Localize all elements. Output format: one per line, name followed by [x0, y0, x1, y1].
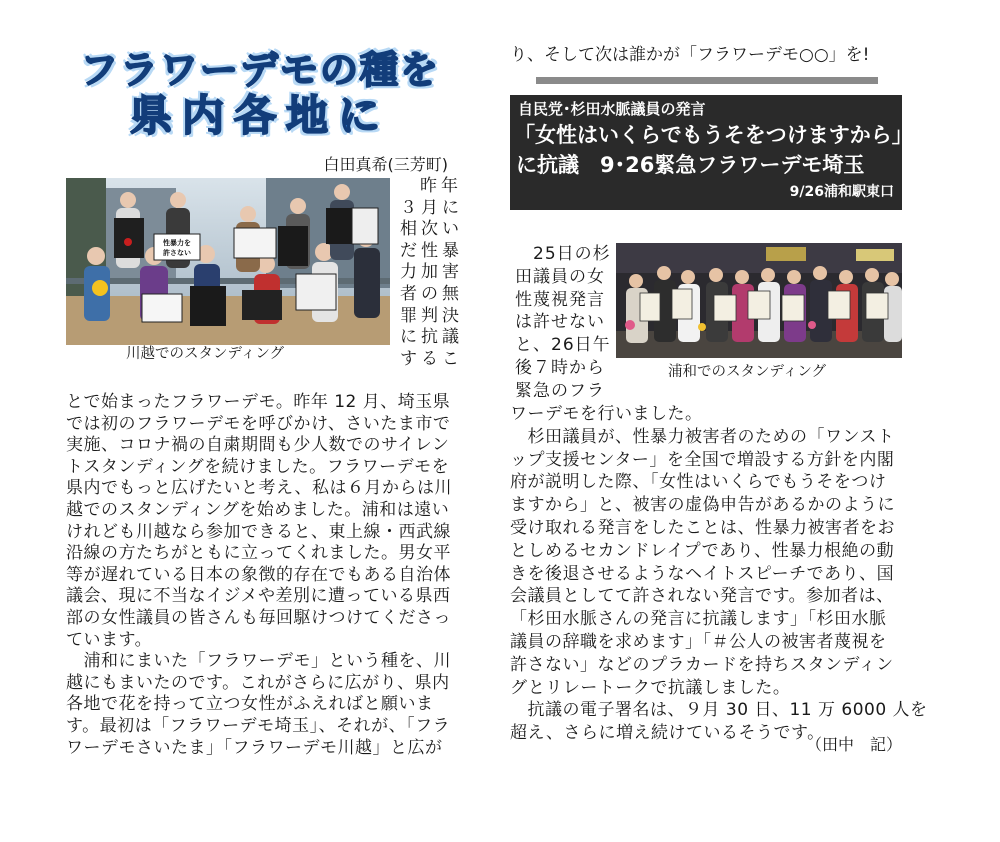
kawagoe-photo — [66, 178, 390, 345]
paragraph-line: 府が説明した際、「女性はいくらでもうそをつけ — [510, 472, 887, 493]
paragraph-line: 越でのスタンディングを始めました。浦和は遠い — [66, 499, 450, 520]
left-wrap-line: 力加害 — [400, 262, 463, 283]
news-date-place: 9/26浦和駅東口 — [789, 184, 894, 200]
left-wrap-line: 者の無 — [400, 283, 463, 304]
urawa-photo — [616, 243, 902, 358]
left-article-body — [66, 392, 464, 759]
left-wrap-line: 昨年 — [420, 176, 462, 196]
paragraph-line: ップ支援センター」を全国で増設する方針を内閣 — [510, 449, 895, 470]
paragraph-line: トスタンディングを続けました。フラワーデモを — [66, 456, 450, 477]
right-article-body — [510, 403, 928, 745]
paragraph-line: では初のフラワーデモを呼びかけ、さいたま市で — [66, 413, 451, 434]
right-wrap-line: 25日の杉 — [515, 244, 611, 264]
left-wrap-line: するこ — [400, 348, 463, 369]
paragraph-line: ています。 — [66, 629, 153, 650]
paragraph-line: 会議員としてて許されない発言です。参加者は、 — [510, 586, 894, 607]
paragraph-line: す。最初は「フラワーデモ埼玉」、それが、「フラ — [66, 715, 451, 736]
urawa-photo-caption: 浦和でのスタンディング — [668, 364, 827, 380]
news-title-line-1: 「女性はいくらでもうそをつけますから」 — [514, 123, 913, 147]
right-wrap-line: 緊急のフラ — [515, 380, 605, 401]
author-byline: 白田真希(三芳町) — [323, 155, 448, 174]
news-subtitle: 自民党･杉田水脈議員の発言 — [518, 100, 706, 118]
paragraph-line: 各地で花を持って立つ女性がふえればと願いま — [66, 694, 434, 715]
paragraph-line: 議会、現に不当なイジメや差別に遭っている県西 — [66, 586, 451, 607]
right-wrap-line: 後７時から — [515, 357, 605, 378]
section-divider — [536, 77, 878, 84]
paragraph-line: 浦和にまいた「フラワーデモ」という種を、川 — [66, 651, 451, 672]
urawa-photo-image — [616, 243, 902, 358]
paragraph-line: 議員の辞職を求めます」「＃公人の被害者蔑視を — [510, 631, 887, 652]
paragraph-line: きを後退させるようなヘイトスピーチであり、国 — [510, 563, 895, 584]
right-wrap-line: は許せない — [515, 312, 605, 333]
headline — [60, 48, 460, 140]
paragraph-line: 沿線の方たちがともに立ってくれました。男女平 — [66, 543, 451, 564]
paragraph-line: 県内でもっと広げたいと考え、私は６月からは川 — [66, 478, 453, 499]
left-wrap-line: だ性暴 — [400, 240, 463, 261]
paragraph-line: 受け取れる発言をしたことは、性暴力被害者をお — [510, 517, 895, 538]
paragraph-line: グとリレートークで抗議しました。 — [510, 677, 791, 698]
kawagoe-photo-image — [66, 178, 390, 345]
right-wrap-line: 性蔑視発言 — [515, 289, 605, 310]
left-wrap-line: 罪判決 — [400, 305, 463, 326]
svg-text:許さない: 許さない — [163, 249, 191, 257]
paragraph-line: ワーデモさいたま」「フラワーデモ川越」と広が — [66, 737, 443, 758]
paragraph-line: ワーデモを行いました。 — [510, 404, 703, 424]
paragraph-line: 等が遅れている日本の象徴的存在でもある自治体 — [66, 564, 451, 585]
headline-line-2: 県内各地に — [129, 91, 390, 140]
left-wrap-line: ３月に — [400, 197, 463, 218]
headline-line-1: フラワーデモの種を — [79, 48, 440, 92]
paragraph-line: 部の女性議員の皆さんも毎回駆けつけてくださっ — [66, 607, 451, 628]
paragraph-line: 越にもまいたのです。これがさらに広がり、県内 — [66, 672, 450, 693]
left-wrap-text — [400, 176, 462, 370]
paragraph-line: としめるセカンドレイプであり、性暴力根絶の動 — [510, 540, 895, 561]
left-wrap-line: 相次い — [400, 219, 463, 240]
paragraph-line: ますから」と、被害の虚偽申告があるかのように — [510, 495, 895, 516]
paragraph-line: けれども川越なら参加できると、東上線・西武線 — [66, 521, 451, 542]
right-wrap-line: と、26日午 — [515, 335, 611, 356]
paragraph-line: 杉田議員が、性暴力被害者のための「ワンスト — [510, 426, 895, 447]
paragraph-line: とで始まったフラワーデモ。昨年 12 月、埼玉県 — [66, 392, 451, 412]
paragraph-line: 許さない」などのプラカードを持ちスタンディン — [510, 654, 894, 675]
continued-text: り、そして次は誰かが「フラワーデモ○○」を! — [510, 45, 870, 65]
news-header-box — [510, 95, 913, 210]
left-wrap-line: に抗議 — [400, 327, 463, 348]
paragraph-line: 「杉田水脈さんの発言に抗議します」「杉田水脈 — [510, 609, 887, 630]
paragraph-line: 超え、さらに増え続けているそうです。 — [510, 723, 825, 744]
svg-text:性暴力を: 性暴力を — [163, 239, 191, 247]
right-wrap-text — [515, 243, 611, 403]
author-signoff: （田中 記） — [805, 735, 902, 754]
paragraph-line: 抗議の電子署名は、９月 30 日、11 万 6000 人を — [510, 700, 928, 721]
news-title-line-2: に抗議 9･26緊急フラワーデモ埼玉 — [516, 153, 865, 177]
paragraph-line: 実施、コロナ禍の自粛期間も少人数でのサイレン — [66, 435, 450, 456]
kawagoe-photo-caption: 川越でのスタンディング — [126, 346, 285, 362]
right-wrap-line: 田議員の女 — [515, 266, 605, 287]
